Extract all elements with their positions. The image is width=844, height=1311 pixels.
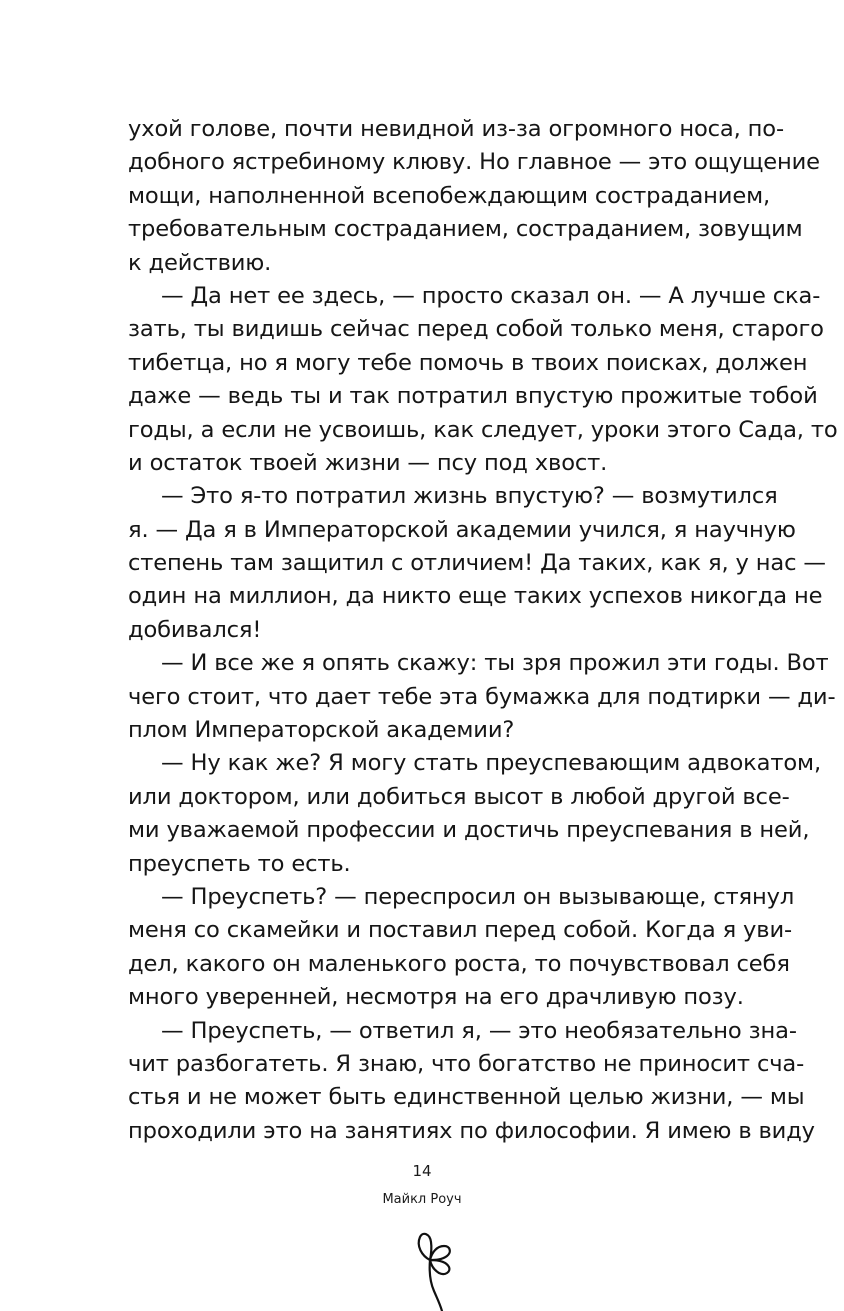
text-line: — Да нет ее здесь, — просто сказал он. — А лучше ска- [161, 282, 821, 309]
text-line: или доктором, или добиться высот в любой другой все- [128, 783, 790, 810]
text-line: один на миллион, да никто еще таких успехов никогда не [128, 583, 823, 610]
text-line: ми уважаемой профессии и достичь преуспевания в ней, [128, 817, 810, 844]
text-line: добивался! [128, 616, 262, 643]
text-line: к действию. [128, 249, 272, 276]
text-line: чего стоит, что дает тебе эта бумажка для подтирки — ди- [128, 683, 836, 710]
page-body [128, 113, 838, 1148]
text-line: — Преуспеть, — ответил я, — это необязательно зна- [161, 1017, 797, 1044]
text-line: я. — Да я в Императорской академии учился, я научную [128, 516, 796, 543]
text-line: — И все же я опять скажу: ты зря прожил эти годы. Вот [161, 650, 829, 677]
text-line: — Преуспеть? — переспросил он вызывающе, стянул [161, 883, 795, 910]
text-line: требовательным состраданием, состраданием, зовущим [128, 216, 803, 243]
text-line: чит разбогатеть. Я знаю, что богатство не приносит сча- [128, 1050, 805, 1077]
text-line: плом Императорской академии? [128, 717, 515, 744]
text-line: преуспеть то есть. [128, 850, 351, 877]
flower-doodle-icon [412, 1220, 472, 1311]
text-line: мощи, наполненной всепобеждающим состраданием, [128, 182, 771, 209]
text-line: зать, ты видишь сейчас перед собой только меня, старого [128, 316, 824, 343]
text-line: добного ястребиному клюву. Но главное — это ощущение [128, 149, 820, 176]
running-footer-author: Майкл Роуч [382, 1192, 462, 1207]
text-line: проходили это на занятиях по философии. Я имею в виду [128, 1117, 815, 1144]
text-line: тибетца, но я могу тебе помочь в твоих поисках, должен [128, 349, 808, 376]
text-line: степень там защитил с отличием! Да таких, как я, у нас — [128, 550, 826, 577]
text-line: ухой голове, почти невидной из-за огромного носа, по- [128, 116, 784, 142]
text-line: стья и не может быть единственной целью жизни, — мы [128, 1084, 805, 1111]
text-line: много уверенней, несмотря на его драчливую позу. [128, 984, 744, 1011]
text-line: годы, а если не усвоишь, как следует, уроки этого Сада, то [128, 416, 838, 443]
page-number: 14 [412, 1162, 432, 1180]
text-line: даже — ведь ты и так потратил впустую прожитые тобой [128, 383, 818, 410]
text-line: — Это я-то потратил жизнь впустую? — возмутился [161, 483, 778, 510]
text-line: дел, какого он маленького роста, то почувствовал себя [128, 950, 790, 977]
text-line: и остаток твоей жизни — псу под хвост. [128, 449, 608, 476]
text-line: — Ну как же? Я могу стать преуспевающим адвокатом, [161, 750, 821, 777]
text-line: меня со скамейки и поставил перед собой. Когда я уви- [128, 917, 792, 944]
